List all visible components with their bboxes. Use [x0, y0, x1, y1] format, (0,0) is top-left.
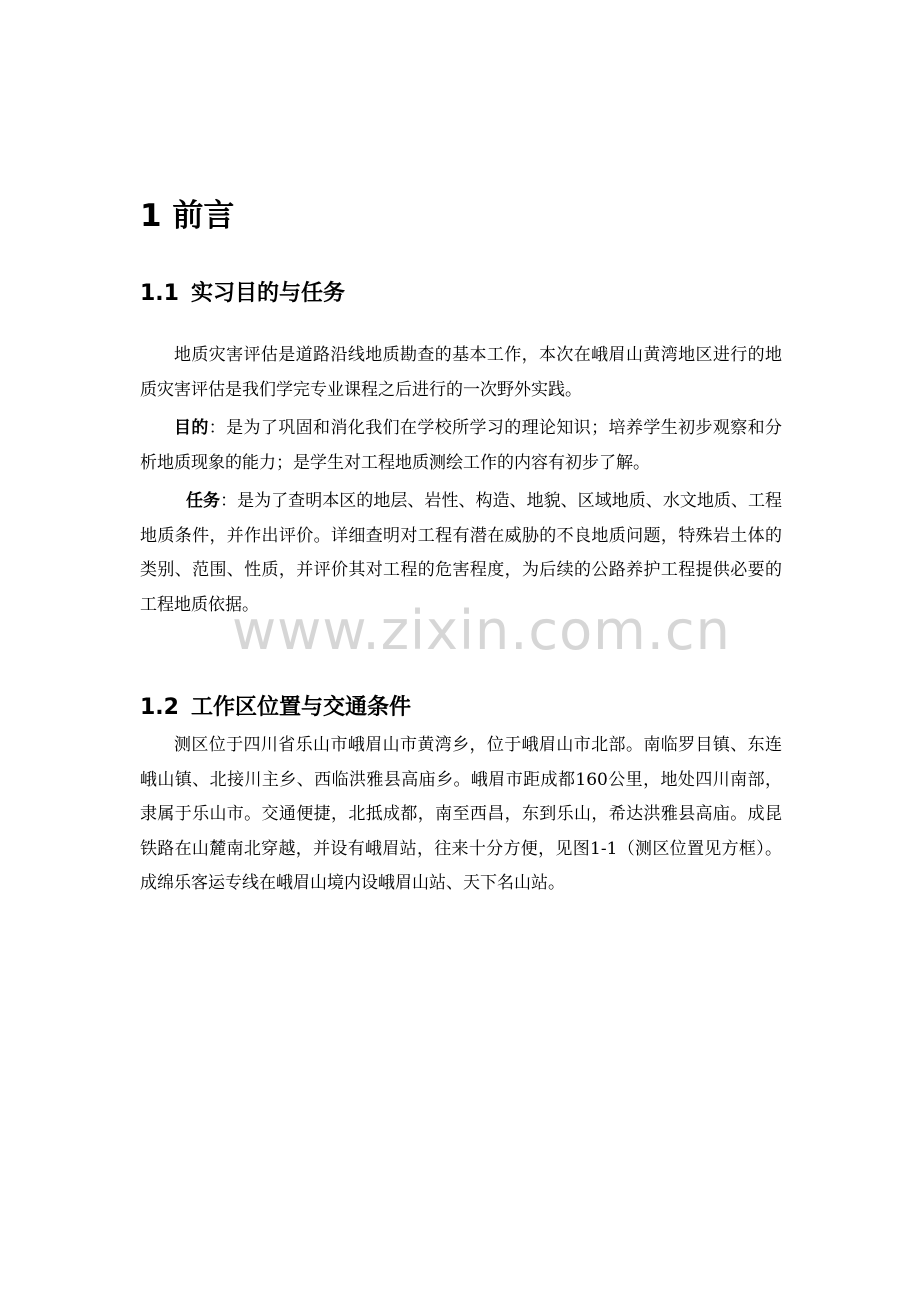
paragraph-location — [140, 728, 782, 901]
chapter-number: 1 — [140, 198, 162, 234]
section-title: 实习目的与任务 — [190, 281, 345, 306]
chapter-title: 前言 — [172, 198, 235, 234]
section-number: 1.1 — [140, 281, 179, 306]
watermark: www.zixin.com.cn — [232, 599, 731, 662]
paragraph-purpose — [140, 411, 782, 480]
section-heading-1-1 — [140, 278, 345, 310]
paragraph-text: 测区位于四川省乐山市峨眉山市黄湾乡，位于峨眉山市北部。南临罗目镇、东连峨山镇、北接川主乡、西临洪雅县高庙乡。峨眉市距成都160公里，地处四川南部，隶属于乐山市。交通便捷，北抵成都，南至西昌，东到乐山，希达洪雅县高庙。成昆铁路在山麓南北穿越，并设有峨眉站，往来十分方便，见图1-1（测区位置见方框）。成绵乐客运专线在峨眉山境内设峨眉山站、天下名山站。 — [140, 735, 782, 893]
paragraph-lead: 任务 — [186, 491, 221, 511]
paragraph-intro — [140, 338, 782, 407]
chapter-heading — [140, 194, 234, 238]
paragraph-text: ：是为了巩固和消化我们在学校所学习的理论知识；培养学生初步观察和分析地质现象的能力；是学生对工程地质测绘工作的内容有初步了解。 — [140, 418, 782, 473]
paragraph-text: ：是为了查明本区的地层、岩性、构造、地貌、区域地质、水文地质、工程地质条件，并作出评价。详细查明对工程有潜在威胁的不良地质问题，特殊岩土体的类别、范围、性质，并评价其对工程的危害程度，为后续的公路养护工程提供必要的工程地质依据。 — [140, 491, 783, 615]
section-number: 1.2 — [140, 695, 179, 720]
paragraph-text: 地质灾害评估是道路沿线地质勘查的基本工作，本次在峨眉山黄湾地区进行的地质灾害评估是我们学完专业课程之后进行的一次野外实践。 — [140, 345, 782, 400]
section-heading-1-2 — [140, 692, 411, 724]
section-title: 工作区位置与交通条件 — [190, 695, 411, 720]
paragraph-lead: 目的 — [174, 418, 209, 438]
